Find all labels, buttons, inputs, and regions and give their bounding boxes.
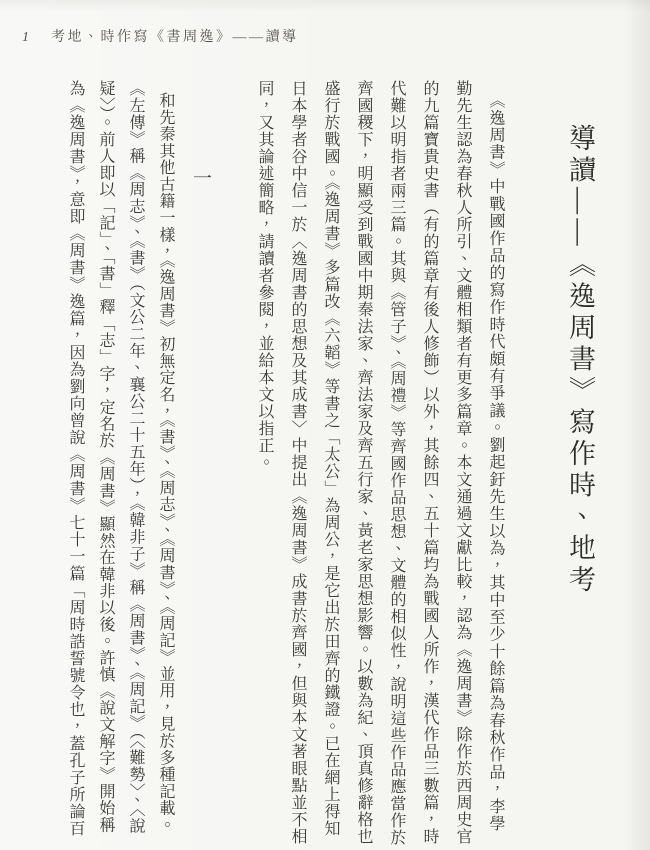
body-column: 齊國稷下，明顯受到戰國中期秦法家、齊法家及齊五行家、黃老家思想影響。以數為紀、頂真修辭格也 (355, 80, 372, 845)
body-column: 代難以明指者兩三篇。其與《管子》、《周禮》等齊國作品思想、文體的相似性，說明這些作品應當作於 (388, 80, 405, 846)
body-column: 疑〉）。前人即以「記」、「書」釋「志」字，定名於《周書》顯然在韓非以後。許慎《說文解字》開始稱 (97, 80, 114, 832)
body-column: 的九篇寶貴史書（有的篇章有後人修飾）以外，其餘四、五十篇均為戰國人所作，漢代作品三數篇，時 (421, 80, 438, 845)
body-column: 《逸周書》中戰國作品的寫作時代頗有爭議。劉起釪先生以為，其中至少十餘篇為春秋作品，李學 (487, 92, 504, 832)
body-column: 和先秦其他古籍一樣，《逸周書》初無定名，《書》、《周志》、《周書》、《周記》並用，見於多種記載。 (157, 92, 174, 832)
article-title: 導讀——《逸周書》寫作時、地考 (565, 124, 595, 597)
running-title: 考地、時作寫《書周逸》——讀導 (51, 30, 299, 45)
body-column: 《左傳》稱《周志》、《書》（文公二年、襄公二十五年），《韓非子》稱《周書》、《周記》（〈難勢〉、〈說 (127, 80, 144, 832)
article-body (60, 80, 610, 846)
paragraph-1 (248, 80, 512, 846)
paragraph-2 (60, 80, 180, 837)
body-column: 為《逸周書》，意即《周書》逸篇，因為劉向曾說《周書》七十一篇「周時誥誓號令也，蓋孔子所論百 (67, 80, 84, 837)
body-column: 日本學者谷中信一於〈逸周書的思想及其成書〉中提出《逸周書》成書於齊國，但與本文著眼點並不相 (289, 80, 306, 845)
page-number: 1 (22, 30, 29, 45)
section-heading: 一 (190, 168, 211, 187)
body-column: 勤先生認為春秋人所引、文體相類者有更多篇章。本文通過文獻比較，認為《逸周書》除作於西周史官 (454, 80, 471, 845)
body-column: 盛行於戰國。《逸周書》多篇改《六韜》等書之「太公」為周公，是它出於田齊的鐵證。已在網上得知 (322, 80, 339, 837)
body-column: 同，又其論述簡略，請讀者參閱，並給本文以指正。 (256, 80, 273, 471)
running-header (22, 26, 299, 46)
